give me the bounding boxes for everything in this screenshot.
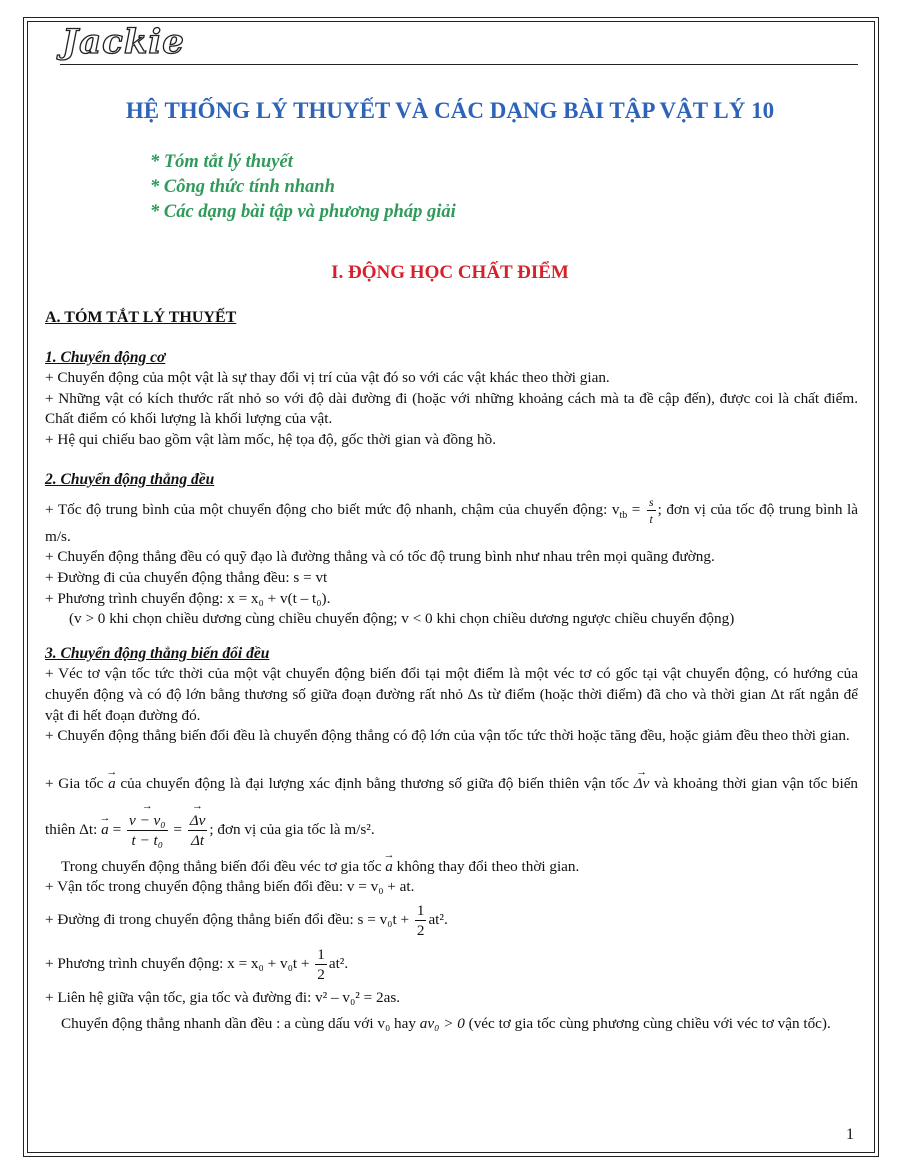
paragraph-motion-equation: + Phương trình chuyển động: x = x₀ + v₀t + $\frac{1}{2}$ at². [45,945,349,983]
document-body [45,308,858,1035]
feature-item: * Các dạng bài tập và phương pháp giải [150,202,456,222]
paragraph: + Những vật có kích thước rất nhỏ so với độ dài đường đi (hoặc với những khoảng cách mà ta đề cập đến), được coi là chất điểm. Chất điểm có khối lượng là khối lượng của vật. [45,389,858,428]
subsection-heading-2: 2. Chuyển động thẳng đều [45,470,215,488]
vector-a: → a [108,761,116,807]
paragraph: + Véc tơ vận tốc tức thời của một vật chuyển động biến đổi tại một điểm là một véc tơ có gốc tại vật chuyển động, có hướng của chuyển động và có độ lớn bằng thương số giữa đoạn đường rất nhỏ Δs từ điểm (hoặc thời điểm) đã cho và thời gian Δt rất ngắn để vật đi hết đoạn đường đó. [45,665,858,724]
paragraph-speeding-up: Chuyển động thẳng nhanh dần đều : a cùng dấu với v₀ hay av₀ > 0 (véc tơ gia tốc cùng phương cùng chiều với véc tơ vận tốc). [61,1015,831,1033]
feature-item: * Công thức tính nhanh [150,177,335,197]
vector-a: → a [385,857,393,878]
part-a-heading: A. TÓM TẮT LÝ THUYẾT [45,309,237,326]
document-title: HỆ THỐNG LÝ THUYẾT VÀ CÁC DẠNG BÀI TẬP VẬT LÝ 10 [125,98,775,123]
feature-item: * Tóm tắt lý thuyết [150,152,293,172]
paragraph: + Phương trình chuyển động: x = x₀ + v(t – t₀). [45,589,331,607]
paragraph-constant-acceleration: Trong chuyển động thẳng biến đổi đều véc tơ gia tốc → a không thay đổi theo thời gian. [45,857,858,878]
paragraph-note: (v > 0 khi chọn chiều dương cùng chiều chuyển động; v < 0 khi chọn chiều dương ngược chiều chuyển động) [69,610,735,628]
paragraph: + Chuyển động của một vật là sự thay đổi vị trí của vật đó so với các vật khác theo thời gian. [45,369,610,387]
paragraph: + Liên hệ giữa vận tốc, gia tốc và đường đi: v² – v₀² = 2as. [45,988,401,1006]
fraction-one-half: $\frac{1}{2}$ [416,901,425,939]
paragraph-average-speed: + Tốc độ trung bình của một chuyển động cho biết mức độ nhanh, chậm của chuyển động: $v_{tb}$ = $\frac{s}{t}$ ; đơn vị của tốc độ trung bình là m/s. [45,495,858,545]
vector-a: → a [101,807,109,853]
header-rule [60,64,858,65]
subsection-heading-1: 1. Chuyển động cơ [45,348,166,366]
paragraph: + Chuyển động thẳng đều có quỹ đạo là đường thẳng và có tốc độ trung bình như nhau trên mọi quãng đường. [45,548,715,566]
fraction-one-half: $\frac{1}{2}$ [317,945,325,983]
paragraph-acceleration: + Gia tốc → a của chuyển động là đại lượng xác định bằng thương số giữa độ biến thiên vận tốc → Δv và khoảng thời gian vận tốc biến thiên Δt: → a = → $\frac{\text{v − v₀}}{\text{t − t₀}}$ = → $\frac{\Delta v}{\Delta t}$ ; đơn vị của gia tốc là m/s². [45,761,858,853]
fraction-delta-v-over-delta-t: → $\frac{\Delta v}{\Delta t}$ [188,813,208,848]
header-logo: Jackie [62,22,185,62]
fraction-velocity-change: → $\frac{\text{v − v₀}}{\text{t − t₀}}$ [127,813,168,848]
paragraph: + Hệ qui chiếu bao gồm vật làm mốc, hệ tọa độ, gốc thời gian và đồng hồ. [45,430,497,448]
vector-delta-v: → Δv [634,761,650,807]
paragraph: + Đường đi của chuyển động thẳng đều: s = vt [45,568,328,586]
section-title: I. ĐỘNG HỌC CHẤT ĐIỂM [331,262,569,283]
page-number: 1 [846,1126,854,1143]
paragraph-distance: + Đường đi trong chuyển động thẳng biến đổi đều: s = v₀t + $\frac{1}{2}$ at². [45,901,448,939]
paragraph: + Vận tốc trong chuyển động thẳng biến đổi đều: v = v₀ + at. [45,878,415,896]
fraction-s-over-t: $\frac{s}{t}$ [648,495,654,527]
paragraph: + Chuyển động thẳng biến đổi đều là chuyển động thẳng có độ lớn của vận tốc tức thời hoặc tăng đều, hoặc giảm đều theo thời gian. [45,727,850,745]
subsection-heading-3: 3. Chuyển động thẳng biến đổi đều [45,644,270,662]
feature-list [150,150,456,225]
